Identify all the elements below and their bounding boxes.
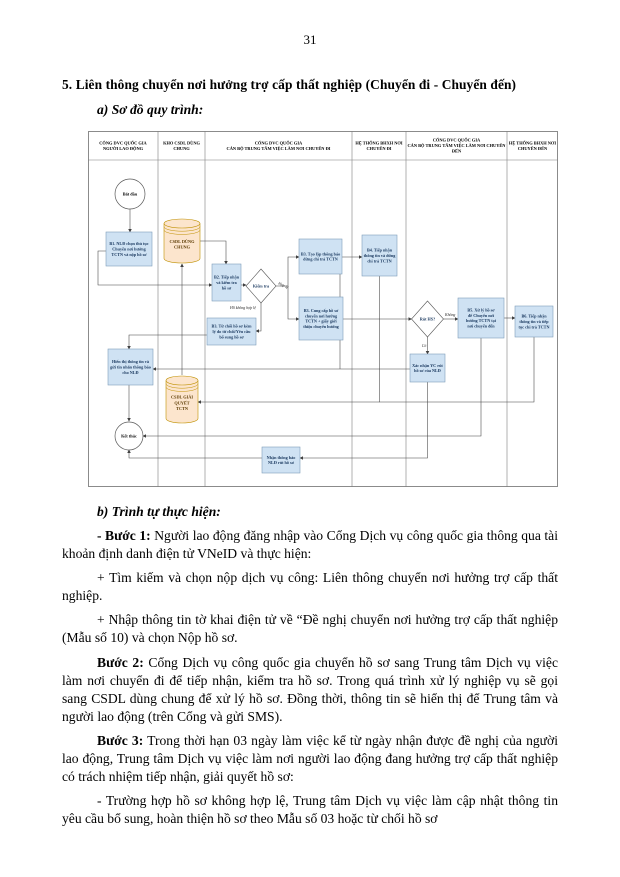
flow-edge bbox=[129, 335, 207, 349]
page-number: 31 bbox=[303, 32, 317, 47]
node-label: B3. Từ chối hồ sơ kèm lý do từ chối/Yêu cầu bổ sung hồ sơ bbox=[211, 323, 252, 340]
node-label: B3. Tạo lập thông báo dừng chi trả TCTN bbox=[300, 251, 341, 262]
paragraph-step1-item1 bbox=[62, 569, 558, 605]
section-title: 5. Liên thông chuyển nơi hưởng trợ cấp thất nghiệp (Chuyển đi - Chuyển đến) bbox=[62, 77, 517, 92]
lane-header: HỆ THỐNG BHXH NƠI CHUYỂN ĐI bbox=[355, 140, 403, 151]
paragraph-text: - Trường hợp hồ sơ không hợp lệ, Trung tâm Dịch vụ việc làm cập nhật thông tin yêu cầu bổ sung, hoàn thiện hồ sơ theo Mẫu số 03 hoặc từ chối hồ sơ bbox=[62, 793, 558, 827]
node-label: Bắt đầu bbox=[122, 191, 138, 197]
paragraph-step2 bbox=[62, 654, 558, 726]
lane-header: HỆ THỐNG BHXH NƠI CHUYỂN ĐẾN bbox=[508, 140, 557, 151]
node-label: Hiển thị thông tin và gửi tin nhắn thông báo cho NLĐ bbox=[110, 359, 151, 375]
node-label: CSDL DÙNG CHUNG bbox=[169, 239, 195, 250]
subheading-b: b) Trình tự thực hiện: bbox=[97, 504, 221, 520]
paragraph-step1 bbox=[62, 527, 558, 563]
paragraph-lead: Bước 3: bbox=[97, 732, 144, 748]
edge-label: HS không hợp lệ bbox=[230, 306, 256, 311]
lane-header: KHO CSDL DÙNG CHUNG bbox=[163, 140, 200, 151]
flowchart-svg bbox=[88, 131, 558, 487]
paragraph-text: Người lao động đăng nhập vào Cổng Dịch vụ công quốc gia thông qua tài khoản định danh điện tử VNeID và thực hiện: bbox=[62, 528, 558, 562]
node-label: B1. NLĐ chọn thủ tục Chuyển nơi hưởng TCTN và nộp hồ sơ bbox=[109, 241, 149, 257]
paragraph-text: + Tìm kiếm và chọn nộp dịch vụ công: Liên thông chuyển nơi hưởng trợ cấp thất nghiệp. bbox=[62, 570, 558, 604]
lane-header: CỔNG DVC QUỐC GIA CÁN BỘ TRUNG TÂM VIỆC LÀM NƠI CHUYỂN ĐI bbox=[226, 140, 331, 151]
flow-node-csdl-giai-quyet-cap bbox=[166, 376, 198, 385]
node-label: Kết thúc bbox=[121, 433, 137, 439]
node-label: Nhận thông báo NLĐ rút hồ sơ bbox=[266, 454, 296, 466]
node-label: CSDL GIẢI QUYẾT TCTN bbox=[170, 394, 194, 411]
flow-edge bbox=[256, 303, 261, 331]
paragraph-step3-item1 bbox=[62, 792, 558, 828]
lane-header: CỔNG DVC QUỐC GIA NGƯỜI LAO ĐỘNG bbox=[99, 140, 147, 151]
flow-edge bbox=[129, 450, 262, 458]
paragraph-text: + Nhập thông tin tờ khai điện tử về “Đề nghị chuyển nơi hưởng trợ cấp thất nghiệp (Mẫu số 10) và chọn Nộp hồ sơ. bbox=[62, 612, 558, 646]
edge-label: Không bbox=[445, 313, 456, 318]
node-label: Xác nhận YC rút hồ sơ của NLĐ bbox=[412, 362, 443, 374]
node-label: B3. Cung cấp hồ sơ chuyển nơi hưởng TCTN + giấy giới thiệu chuyển hưởng bbox=[303, 307, 339, 330]
process-flowchart bbox=[88, 131, 558, 487]
edge-label: Có bbox=[421, 344, 427, 349]
edge-label: Hợp lệ bbox=[277, 281, 289, 290]
node-label: B6. Tiếp nhận thông tin và tiếp tục chi trả TCTN bbox=[518, 313, 550, 330]
flow-edge bbox=[200, 241, 226, 264]
flow-edge bbox=[300, 382, 428, 458]
paragraph-step1-item2 bbox=[62, 611, 558, 647]
node-label: B5. Xử lý hồ sơ để Chuyển nơi hưởng TCTN tại nơi chuyển đến bbox=[466, 307, 496, 329]
node-label: Kiểm tra bbox=[252, 283, 270, 289]
flow-edge bbox=[288, 286, 299, 319]
node-label: B4. Tiếp nhận thông tin và dừng chi trả TCTN bbox=[363, 247, 396, 264]
paragraph-lead: Bước 2: bbox=[97, 654, 144, 670]
paragraph-step3 bbox=[62, 732, 558, 786]
flow-node-csdl-dung-chung-cap bbox=[164, 219, 200, 228]
node-label: B2. Tiếp nhận và kiểm tra hồ sơ bbox=[213, 274, 240, 291]
subheading-a: a) Sơ đồ quy trình: bbox=[97, 102, 204, 118]
paragraph-text: Cổng Dịch vụ công quốc gia chuyển hồ sơ sang Trung tâm Dịch vụ việc làm nơi chuyển đi để tiếp nhận, kiểm tra hồ sơ. Trong quá trình xử lý nghiệp vụ sẽ gọi sang CSDL dùng chung để xử lý hồ sơ. Đồng thời, thông tin sẽ hiển thị để Trung tâm và người lao động (trên Cổng và gửi SMS). bbox=[62, 654, 558, 724]
flow-edge bbox=[380, 337, 535, 402]
paragraph-lead: - Bước 1: bbox=[97, 528, 151, 544]
lane-header: CỔNG DVC QUỐC GIA CÁN BỘ TRUNG TÂM VIỆC LÀM NƠI CHUYỂN ĐẾN bbox=[407, 137, 506, 154]
node-label: Rút HS? bbox=[419, 316, 436, 322]
paragraph-text: Trong thời hạn 03 ngày làm việc kể từ ngày nhận được đề nghị của người lao động, Trung tâm Dịch vụ việc làm nơi người lao động đang hưởng trợ cấp thất nghiệp có trách nhiệm tiếp nhận, giải quyết hồ sơ: bbox=[62, 732, 558, 785]
